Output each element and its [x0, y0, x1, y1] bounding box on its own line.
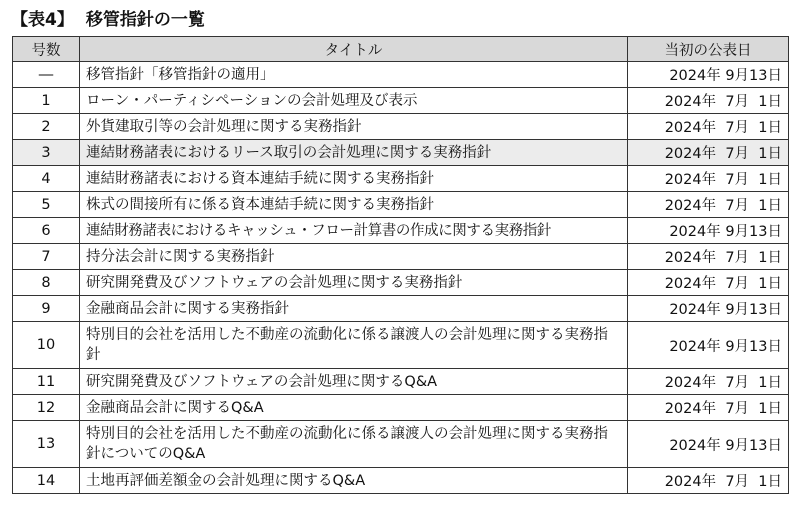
row-title: 移管指針「移管指針の適用」: [80, 62, 628, 88]
row-number: 4: [13, 166, 80, 192]
transfer-guidance-table: [12, 36, 789, 494]
table-row: [13, 468, 789, 494]
row-title: 研究開発費及びソフトウェアの会計処理に関するQ&A: [80, 369, 628, 395]
row-title: 株式の間接所有に係る資本連結手続に関する実務指針: [80, 192, 628, 218]
row-number: ―: [13, 62, 80, 88]
table-row: [13, 218, 789, 244]
column-header-date: 当初の公表日: [628, 37, 789, 62]
table-caption-label: 【表4】: [11, 10, 74, 30]
row-date: 2024年 7月 1日: [628, 88, 789, 114]
table-row: [13, 296, 789, 322]
row-title: 連結財務諸表におけるキャッシュ・フロー計算書の作成に関する実務指針: [80, 218, 628, 244]
table-caption-text: 移管指針の一覧: [85, 10, 205, 30]
row-date: 2024年 9月13日: [628, 218, 789, 244]
row-title: 金融商品会計に関する実務指針: [80, 296, 628, 322]
row-title: 金融商品会計に関するQ&A: [80, 395, 628, 421]
row-number: 12: [13, 395, 80, 421]
row-date: 2024年 7月 1日: [628, 140, 789, 166]
row-date: 2024年 9月13日: [628, 62, 789, 88]
column-header-number: 号数: [13, 37, 80, 62]
row-number: 10: [13, 322, 80, 369]
row-date: 2024年 7月 1日: [628, 270, 789, 296]
table-row: [13, 270, 789, 296]
row-date: 2024年 7月 1日: [628, 468, 789, 494]
table-row: [13, 114, 789, 140]
table-row: [13, 62, 789, 88]
row-number: 13: [13, 421, 80, 468]
table-row: [13, 166, 789, 192]
row-date: 2024年 9月13日: [628, 296, 789, 322]
row-title: 特別目的会社を活用した不動産の流動化に係る譲渡人の会計処理に関する実務指針: [80, 322, 628, 369]
row-title: ローン・パーティシペーションの会計処理及び表示: [80, 88, 628, 114]
table-row: [13, 88, 789, 114]
row-number: 3: [13, 140, 80, 166]
row-number: 6: [13, 218, 80, 244]
row-number: 1: [13, 88, 80, 114]
row-date: 2024年 7月 1日: [628, 166, 789, 192]
row-title: 持分法会計に関する実務指針: [80, 244, 628, 270]
row-number: 8: [13, 270, 80, 296]
row-date: 2024年 9月13日: [628, 322, 789, 369]
table-row: [13, 244, 789, 270]
row-number: 5: [13, 192, 80, 218]
row-date: 2024年 7月 1日: [628, 395, 789, 421]
row-date: 2024年 9月13日: [628, 421, 789, 468]
row-title: 研究開発費及びソフトウェアの会計処理に関する実務指針: [80, 270, 628, 296]
row-number: 14: [13, 468, 80, 494]
table-caption: [11, 8, 205, 32]
row-date: 2024年 7月 1日: [628, 192, 789, 218]
table-row: [13, 421, 789, 468]
row-title: 連結財務諸表におけるリース取引の会計処理に関する実務指針: [80, 140, 628, 166]
row-title: 外貨建取引等の会計処理に関する実務指針: [80, 114, 628, 140]
table-header-row: [13, 37, 789, 62]
row-date: 2024年 7月 1日: [628, 369, 789, 395]
row-number: 9: [13, 296, 80, 322]
row-title: 土地再評価差額金の会計処理に関するQ&A: [80, 468, 628, 494]
table-row: [13, 395, 789, 421]
row-date: 2024年 7月 1日: [628, 114, 789, 140]
row-date: 2024年 7月 1日: [628, 244, 789, 270]
row-number: 7: [13, 244, 80, 270]
row-title: 連結財務諸表における資本連結手続に関する実務指針: [80, 166, 628, 192]
table-row: [13, 322, 789, 369]
row-number: 11: [13, 369, 80, 395]
row-number: 2: [13, 114, 80, 140]
column-header-title: タイトル: [80, 37, 628, 62]
table-row: [13, 192, 789, 218]
row-title: 特別目的会社を活用した不動産の流動化に係る譲渡人の会計処理に関する実務指針についてのQ&A: [80, 421, 628, 468]
table-row-highlighted: [13, 140, 789, 166]
table-row: [13, 369, 789, 395]
